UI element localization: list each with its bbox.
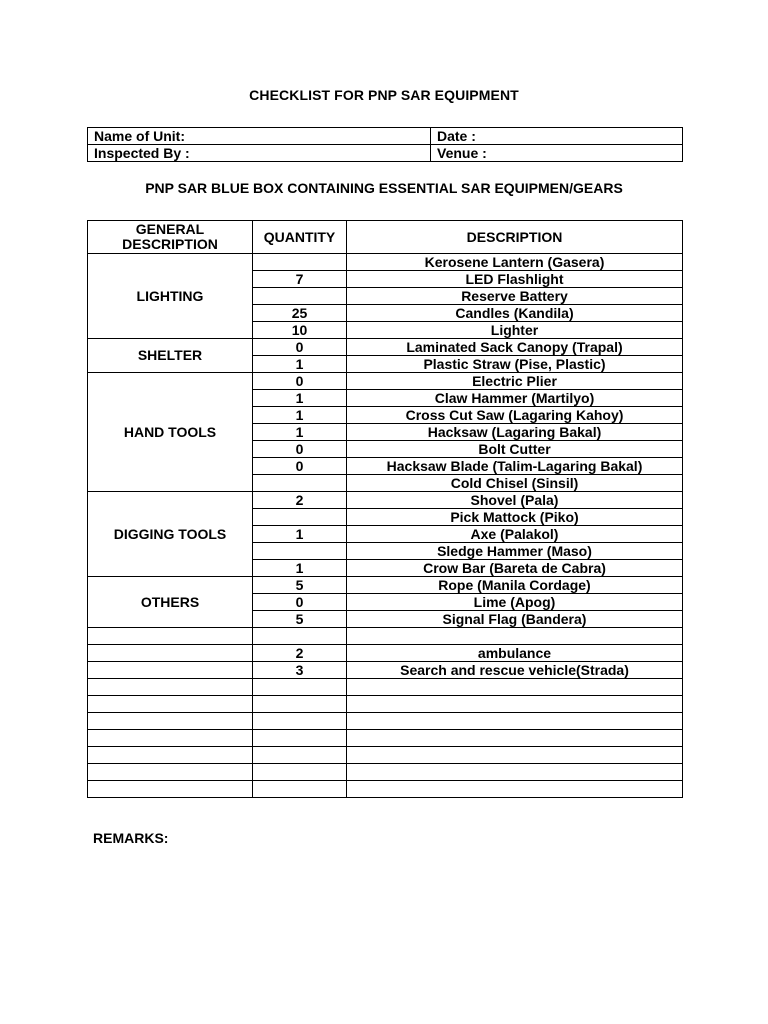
category-cell (88, 696, 253, 713)
quantity-cell[interactable] (253, 543, 347, 560)
category-cell (88, 781, 253, 798)
description-cell: Signal Flag (Bandera) (347, 611, 683, 628)
quantity-cell[interactable] (253, 679, 347, 696)
table-row (88, 577, 683, 594)
table-row (88, 339, 683, 356)
description-cell: Pick Mattock (Piko) (347, 509, 683, 526)
description-cell: Cross Cut Saw (Lagaring Kahoy) (347, 407, 683, 424)
category-cell (88, 764, 253, 781)
category-digging-tools: DIGGING TOOLS (88, 492, 253, 577)
quantity-cell[interactable]: 5 (253, 577, 347, 594)
page-title: CHECKLIST FOR PNP SAR EQUIPMENT (249, 87, 519, 103)
description-cell (347, 696, 683, 713)
quantity-cell[interactable] (253, 254, 347, 271)
table-row (88, 679, 683, 696)
category-cell (88, 645, 253, 662)
header-description: DESCRIPTION (347, 221, 683, 254)
quantity-cell[interactable]: 1 (253, 560, 347, 577)
description-cell: Cold Chisel (Sinsil) (347, 475, 683, 492)
category-shelter: SHELTER (88, 339, 253, 373)
table-row (88, 747, 683, 764)
quantity-cell[interactable] (253, 781, 347, 798)
table-row (88, 730, 683, 747)
quantity-cell[interactable] (253, 713, 347, 730)
description-cell: Search and rescue vehicle(Strada) (347, 662, 683, 679)
description-cell: Lime (Apog) (347, 594, 683, 611)
description-cell: Claw Hammer (Martilyo) (347, 390, 683, 407)
table-row (88, 645, 683, 662)
table-row (88, 628, 683, 645)
description-cell: Reserve Battery (347, 288, 683, 305)
description-cell: Shovel (Pala) (347, 492, 683, 509)
table-row (88, 254, 683, 271)
description-cell (347, 679, 683, 696)
remarks-label: REMARKS: (93, 830, 169, 846)
category-cell (88, 679, 253, 696)
table-row (88, 662, 683, 679)
header-general-description: GENERAL DESCRIPTION (88, 221, 253, 254)
description-cell: Rope (Manila Cordage) (347, 577, 683, 594)
description-cell: Bolt Cutter (347, 441, 683, 458)
description-cell: Electric Plier (347, 373, 683, 390)
venue-field[interactable]: Venue : (431, 145, 683, 162)
info-row (88, 128, 683, 145)
category-others: OTHERS (88, 577, 253, 628)
unit-field[interactable]: Name of Unit: (88, 128, 431, 145)
quantity-cell[interactable]: 2 (253, 645, 347, 662)
quantity-cell[interactable]: 0 (253, 441, 347, 458)
description-cell: Axe (Palakol) (347, 526, 683, 543)
quantity-cell[interactable]: 2 (253, 492, 347, 509)
table-header-row (88, 221, 683, 254)
header-quantity: QUANTITY (253, 221, 347, 254)
quantity-cell[interactable] (253, 730, 347, 747)
quantity-cell[interactable]: 0 (253, 458, 347, 475)
description-cell: Sledge Hammer (Maso) (347, 543, 683, 560)
category-cell (88, 662, 253, 679)
section-subtitle: PNP SAR BLUE BOX CONTAINING ESSENTIAL SAR EQUIPMEN/GEARS (145, 180, 623, 196)
quantity-cell[interactable] (253, 288, 347, 305)
description-cell (347, 781, 683, 798)
info-row (88, 145, 683, 162)
description-cell: Plastic Straw (Pise, Plastic) (347, 356, 683, 373)
category-cell (88, 628, 253, 645)
description-cell: Kerosene Lantern (Gasera) (347, 254, 683, 271)
description-cell (347, 764, 683, 781)
quantity-cell[interactable]: 25 (253, 305, 347, 322)
inspected-by-field[interactable]: Inspected By : (88, 145, 431, 162)
quantity-cell[interactable] (253, 764, 347, 781)
description-cell: Candles (Kandila) (347, 305, 683, 322)
quantity-cell[interactable]: 0 (253, 373, 347, 390)
description-cell: Hacksaw (Lagaring Bakal) (347, 424, 683, 441)
description-cell (347, 730, 683, 747)
category-lighting: LIGHTING (88, 254, 253, 339)
quantity-cell[interactable] (253, 628, 347, 645)
description-cell (347, 628, 683, 645)
equipment-table (87, 220, 683, 798)
quantity-cell[interactable] (253, 696, 347, 713)
quantity-cell[interactable] (253, 509, 347, 526)
category-hand-tools: HAND TOOLS (88, 373, 253, 492)
date-field[interactable]: Date : (431, 128, 683, 145)
quantity-cell[interactable] (253, 475, 347, 492)
table-row (88, 373, 683, 390)
quantity-cell[interactable] (253, 747, 347, 764)
category-cell (88, 713, 253, 730)
quantity-cell[interactable]: 10 (253, 322, 347, 339)
quantity-cell[interactable]: 5 (253, 611, 347, 628)
description-cell: Crow Bar (Bareta de Cabra) (347, 560, 683, 577)
description-cell: Laminated Sack Canopy (Trapal) (347, 339, 683, 356)
quantity-cell[interactable]: 0 (253, 594, 347, 611)
description-cell: Lighter (347, 322, 683, 339)
quantity-cell[interactable]: 1 (253, 526, 347, 543)
quantity-cell[interactable]: 1 (253, 356, 347, 373)
description-cell (347, 713, 683, 730)
description-cell: Hacksaw Blade (Talim-Lagaring Bakal) (347, 458, 683, 475)
description-cell: LED Flashlight (347, 271, 683, 288)
quantity-cell[interactable]: 1 (253, 407, 347, 424)
table-row (88, 696, 683, 713)
category-cell (88, 747, 253, 764)
category-cell (88, 730, 253, 747)
description-cell: ambulance (347, 645, 683, 662)
table-row (88, 764, 683, 781)
quantity-cell[interactable]: 1 (253, 424, 347, 441)
quantity-cell[interactable]: 1 (253, 390, 347, 407)
table-row (88, 713, 683, 730)
quantity-cell[interactable]: 3 (253, 662, 347, 679)
quantity-cell[interactable]: 7 (253, 271, 347, 288)
info-table (87, 127, 683, 162)
quantity-cell[interactable]: 0 (253, 339, 347, 356)
table-row (88, 781, 683, 798)
description-cell (347, 747, 683, 764)
table-row (88, 492, 683, 509)
